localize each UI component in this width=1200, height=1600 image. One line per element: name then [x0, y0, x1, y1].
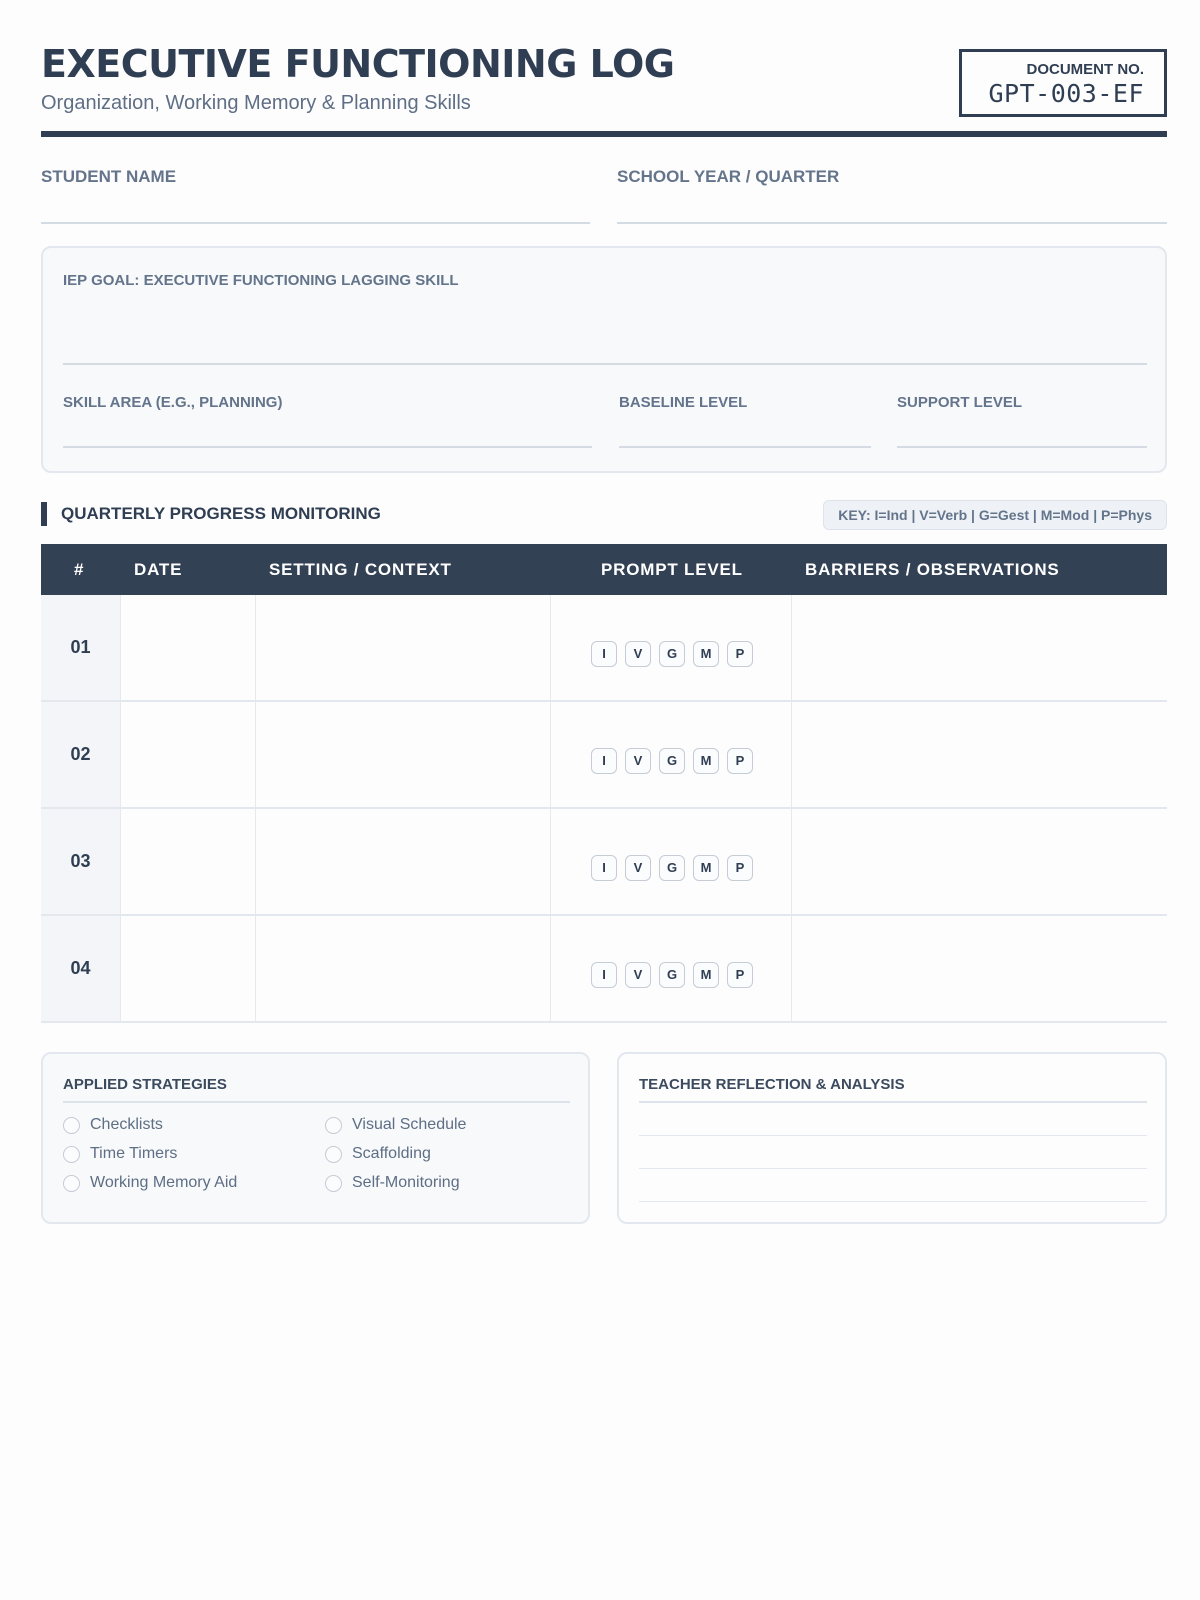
prompt-level-cell [551, 595, 792, 700]
strategy-label: Visual Schedule [352, 1116, 467, 1133]
strategies-divider [63, 1101, 570, 1103]
table-row [41, 595, 1167, 702]
teacher-reflection-panel [617, 1052, 1167, 1224]
progress-table [41, 544, 1167, 1023]
column-header-date: DATE [134, 560, 183, 579]
prompt-level-cell [551, 916, 792, 1021]
strategy-label: Checklists [90, 1116, 163, 1133]
prompt-level-chip[interactable]: G [659, 962, 685, 988]
table-row [41, 702, 1167, 809]
iep-goal-line[interactable] [63, 363, 1147, 365]
baseline-level-field[interactable] [619, 394, 871, 411]
document-number-label: DOCUMENT NO. [1026, 61, 1144, 78]
strategy-label: Time Timers [90, 1145, 178, 1162]
table-row [41, 809, 1167, 916]
baseline-level-label: BASELINE LEVEL [619, 394, 748, 411]
strategy-checkbox[interactable] [325, 1146, 342, 1163]
reflection-writing-line[interactable] [639, 1168, 1147, 1169]
applied-strategies-title: APPLIED STRATEGIES [63, 1076, 227, 1093]
prompt-level-chip[interactable]: I [591, 748, 617, 774]
strategy-option[interactable] [63, 1145, 177, 1163]
progress-section-heading [41, 500, 1167, 532]
strategy-option[interactable] [63, 1116, 163, 1134]
prompt-level-chip[interactable]: M [693, 641, 719, 667]
row-number-cell [41, 702, 121, 807]
applied-strategies-panel [41, 1052, 590, 1224]
school-year-field[interactable] [617, 167, 1167, 225]
prompt-level-options [591, 855, 753, 881]
row-number-cell [41, 595, 121, 700]
strategy-checkbox[interactable] [63, 1117, 80, 1134]
iep-goal-panel [41, 246, 1167, 473]
row-number: 03 [70, 851, 91, 871]
prompt-level-chip[interactable]: G [659, 748, 685, 774]
prompt-level-cell [551, 702, 792, 807]
reflection-writing-line[interactable] [639, 1135, 1147, 1136]
school-year-label: SCHOOL YEAR / QUARTER [617, 167, 840, 186]
strategy-checkbox[interactable] [325, 1175, 342, 1192]
prompt-level-chip[interactable]: P [727, 855, 753, 881]
strategy-checkbox[interactable] [63, 1146, 80, 1163]
support-level-field[interactable] [897, 394, 1147, 411]
strategy-option[interactable] [325, 1145, 431, 1163]
date-cell[interactable] [121, 809, 256, 914]
document-number-box [959, 49, 1167, 117]
prompt-level-chip[interactable]: M [693, 855, 719, 881]
date-cell[interactable] [121, 595, 256, 700]
column-header-setting: SETTING / CONTEXT [269, 560, 452, 579]
prompt-level-chip[interactable]: V [625, 748, 651, 774]
document-number: GPT-003-EF [988, 79, 1144, 108]
prompt-level-chip[interactable]: P [727, 748, 753, 774]
strategy-label: Self-Monitoring [352, 1174, 460, 1191]
date-cell[interactable] [121, 916, 256, 1021]
prompt-level-options [591, 748, 753, 774]
row-number: 02 [70, 744, 91, 764]
prompt-level-chip[interactable]: M [693, 748, 719, 774]
strategy-checkbox[interactable] [325, 1117, 342, 1134]
prompt-level-chip[interactable]: P [727, 962, 753, 988]
table-header [41, 544, 1167, 595]
page-title: EXECUTIVE FUNCTIONING LOG [41, 42, 675, 86]
prompt-key-badge: KEY: I=Ind | V=Verb | G=Gest | M=Mod | P=Phys [823, 500, 1167, 530]
date-cell[interactable] [121, 702, 256, 807]
table-row [41, 916, 1167, 1023]
prompt-level-chip[interactable]: I [591, 855, 617, 881]
header-divider [41, 131, 1167, 137]
student-name-field[interactable] [41, 167, 590, 225]
skill-area-line [63, 446, 592, 448]
strategy-checkbox[interactable] [63, 1175, 80, 1192]
skill-area-label: SKILL AREA (E.G., PLANNING) [63, 394, 283, 411]
reflection-writing-line[interactable] [639, 1201, 1147, 1202]
school-year-line [617, 222, 1167, 224]
column-header-prompt-level: PROMPT LEVEL [601, 560, 743, 579]
row-number-cell [41, 916, 121, 1021]
prompt-level-chip[interactable]: M [693, 962, 719, 988]
strategy-label: Scaffolding [352, 1145, 431, 1162]
setting-cell[interactable] [256, 809, 551, 914]
row-number-cell [41, 809, 121, 914]
prompt-level-options [591, 641, 753, 667]
iep-goal-label: IEP GOAL: EXECUTIVE FUNCTIONING LAGGING SKILL [63, 272, 459, 289]
baseline-level-line [619, 446, 871, 448]
setting-cell[interactable] [256, 916, 551, 1021]
strategy-option[interactable] [63, 1174, 237, 1192]
prompt-level-chip[interactable]: V [625, 641, 651, 667]
teacher-reflection-title: TEACHER REFLECTION & ANALYSIS [639, 1076, 905, 1093]
barriers-observations-cell[interactable] [792, 702, 1167, 807]
column-header-barriers: BARRIERS / OBSERVATIONS [805, 560, 1060, 579]
support-level-line [897, 446, 1147, 448]
barriers-observations-cell[interactable] [792, 595, 1167, 700]
reflection-divider [639, 1101, 1147, 1103]
student-name-line [41, 222, 590, 224]
page-subtitle: Organization, Working Memory & Planning Skills [41, 92, 471, 114]
row-number: 01 [70, 637, 91, 657]
section-accent-bar [41, 502, 47, 526]
skill-area-field[interactable] [63, 394, 612, 411]
table-body [41, 595, 1167, 1023]
row-number: 04 [70, 958, 91, 978]
prompt-level-cell [551, 809, 792, 914]
prompt-level-chip[interactable]: V [625, 962, 651, 988]
prompt-level-chip[interactable]: V [625, 855, 651, 881]
header [41, 0, 1167, 138]
strategy-label: Working Memory Aid [90, 1174, 238, 1191]
support-level-label: SUPPORT LEVEL [897, 394, 1023, 411]
setting-cell[interactable] [256, 595, 551, 700]
strategy-option[interactable] [325, 1174, 460, 1192]
student-name-label: STUDENT NAME [41, 167, 177, 186]
prompt-level-chip[interactable]: I [591, 962, 617, 988]
log-sheet [41, 0, 1167, 1191]
prompt-level-chip[interactable]: P [727, 641, 753, 667]
barriers-observations-cell[interactable] [792, 916, 1167, 1021]
barriers-observations-cell[interactable] [792, 809, 1167, 914]
strategy-option[interactable] [325, 1116, 466, 1134]
prompt-level-options [591, 962, 753, 988]
prompt-level-chip[interactable]: G [659, 641, 685, 667]
column-header-number: # [74, 560, 85, 579]
progress-section-title: QUARTERLY PROGRESS MONITORING [61, 504, 381, 523]
setting-cell[interactable] [256, 702, 551, 807]
prompt-level-chip[interactable]: G [659, 855, 685, 881]
prompt-level-chip[interactable]: I [591, 641, 617, 667]
